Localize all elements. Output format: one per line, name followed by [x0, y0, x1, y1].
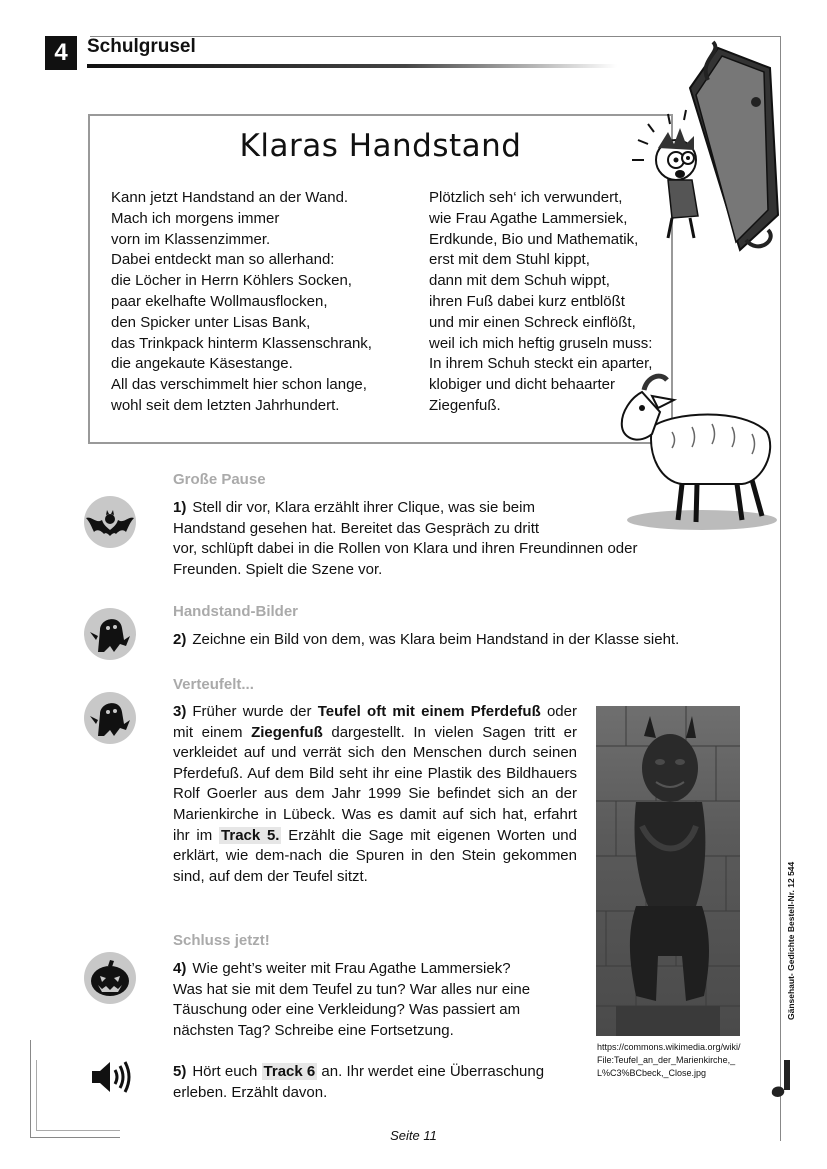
task-3-bold-b: Ziegenfuß [251, 723, 323, 741]
section-heading-schluss-jetzt: Schluss jetzt! [173, 932, 270, 949]
task-1-number: 1) [173, 499, 187, 516]
section-heading-handstand-bilder: Handstand-Bilder [173, 603, 299, 620]
task-5-text-b: an. Ihr werdet eine Überraschung erleben. Erzählt davon. [173, 1063, 545, 1101]
photo-caption: https://commons.wikimedia.org/wiki/ File:Teufel_an_der_Marienkirche,_ L%C3%BCbeck,_Close.jpg [597, 1042, 741, 1078]
ghost-icon [84, 692, 136, 744]
task-1 [173, 498, 703, 580]
chapter-number: 4 [45, 36, 77, 70]
task-3 [173, 702, 577, 887]
task-5 [173, 1062, 544, 1103]
task-2-text: Zeichne ein Bild von dem, was Klara beim Handstand in der Klasse sieht. [192, 631, 680, 648]
track-5-label: Track 5. [221, 826, 280, 844]
boy-door-illustration [628, 40, 783, 255]
task-4-number: 4) [173, 960, 187, 977]
devil-statue-photo [596, 706, 740, 1036]
section-heading-verteufelt: Verteufelt... [173, 676, 254, 693]
task-2-number: 2) [173, 631, 187, 648]
task-4-text: Wie geht’s weiter mit Frau Agathe Lammersiek? Was hat sie mit dem Teufel zu tun? War alles nur eine Täuschung oder eine Verkleidung? Was passiert am nächsten Tag? Schreibe eine Fortsetzung. [173, 960, 531, 1039]
publisher-logo [770, 1060, 792, 1105]
side-info: Gänsehaut- Gedichte Bestell-Nr. 12 544 [786, 861, 796, 1020]
bat-icon [84, 496, 136, 548]
page-number: Seite 11 [390, 1128, 437, 1143]
task-4 [173, 959, 530, 1041]
pumpkin-icon [84, 952, 136, 1004]
task-3-number: 3) [173, 703, 187, 720]
task-3-text-b: oder mit einem [173, 703, 577, 741]
task-5-number: 5) [173, 1063, 187, 1080]
chapter-title: Schulgrusel [87, 36, 196, 57]
track-6-label: Track 6 [263, 1063, 316, 1080]
chapter-underline [87, 64, 617, 68]
task-3-text-c: dargestellt. In vielen Sagen tritt er verkleidet auf und verrät sich den Menschen durch seinen Pferdefuß. Auf dem Bild seht ihr eine Plastik des Bildhauers Rolf Goerler aus dem Jahr 1999 Sie befindet sich an der Marienkirche in Lübeck. Was es damit auf sich hat, erfahrt ihr im [173, 723, 578, 844]
task-3-text-d: Erzählt die Sage mit eigenen Worten und erklärt, wie dem-nach die Spuren in den Stein gekommen sind, auf dem der Teufel sitzt. [173, 826, 577, 885]
frame-line-left-inner [36, 1060, 37, 1131]
frame-line-left [30, 1040, 31, 1138]
poem-right-column: Plötzlich seh‘ ich verwundert, wie Frau Agathe Lammersiek, Erdkunde, Bio und Mathematik, erst mit dem Stuhl kippt, dann mit dem Schuh wippt, ihren Fuß dabei kurz entblößt und mir einen Schreck einflößt, weil ich mich heftig gruseln muss: In ihrem Schuh steckt ein aparter, klobiger und dicht behaarter Ziegenfuß. [429, 189, 653, 414]
task-1-text: Stell dir vor, Klara erzählt ihrer Clique, was sie beim Handstand gesehen hat. Bereitet das Gespräch zu dritt vor, schlüpft dabei in die Rollen von Klara und ihren Freundinnen oder Freunden. Spielt die Szene vor. [173, 499, 638, 578]
task-3-bold-a: Teufel oft mit einem Pferdefuß [317, 703, 541, 720]
speaker-icon [90, 1060, 132, 1099]
ghost-icon [84, 608, 136, 660]
task-2 [173, 630, 679, 651]
section-heading-grosse-pause: Große Pause [173, 471, 266, 488]
task-3-text-a: Früher wurde der [192, 703, 318, 720]
poem-left-column: Kann jetzt Handstand an der Wand. Mach ich morgens immer vorn im Klassenzimmer. Dabei entdeckt man so allerhand: die Löcher in Herrn Köhlers Socken, paar ekelhafte Wollmausflocken, den Spicker unter Lisas Bank, das Trinkpack hinterm Klassenschrank, die angekaute Käsestange. All das verschimmelt hier schon lange, wohl seit dem letzten Jahrhundert. [111, 189, 372, 414]
task-5-text-a: Hört euch [192, 1063, 262, 1080]
poem-title: Klaras Handstand [239, 128, 522, 164]
